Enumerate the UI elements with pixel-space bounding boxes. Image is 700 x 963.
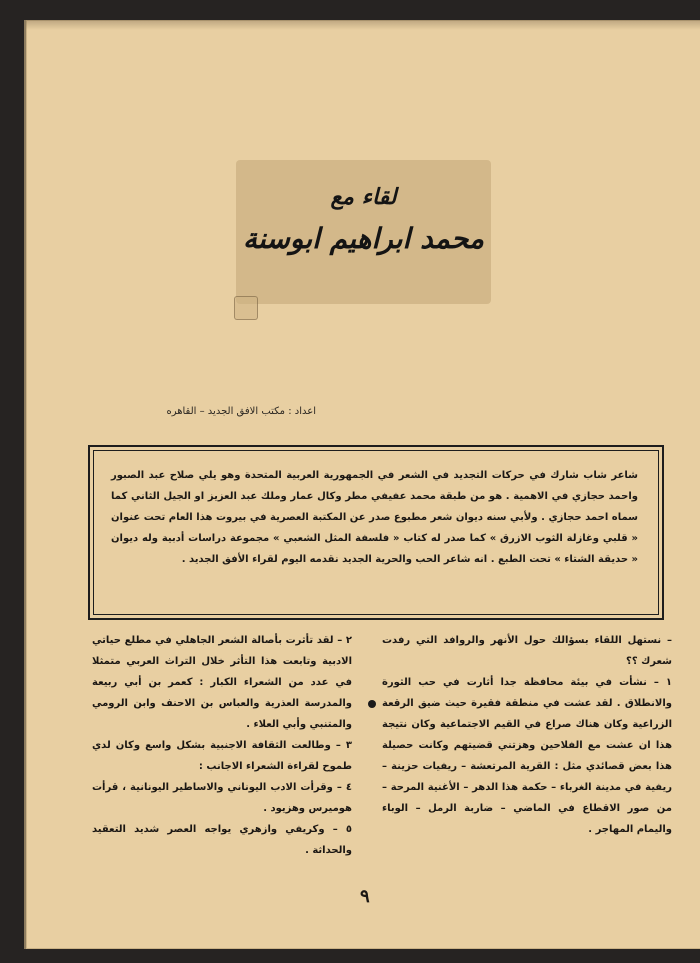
prepared-by-credit: اعداد : مكتب الافق الجديد – القاهره <box>166 406 316 417</box>
intro-box <box>88 445 664 620</box>
intro-text: شاعر شاب شارك في حركات التجديد في الشعر في الجمهورية العربية المتحدة وهو يلي صلاح عبد الصبور واحمد حجازي في الاهمية . هو من طبقة محمد عفيفي مطر وكال عمار وملك عبد العزيز او الجيل الثاني كما سماه احمد حجازي . ولأبي سنه ديوان شعر مطبوع صدر عن المكتبة العصرية في بيروت هذا العام تحت عنوان « قلبي وغازلة الثوب الازرق » كما صدر له كتاب « فلسفة المثل الشعبي » مجموعة دراسات أدبية وله ديوان « حديقة الشتاء » تحت الطبع . انه شاعر الحب والحرية الجديد نقدمه اليوم لقراء الأفق الجديد . <box>111 470 638 565</box>
magazine-page <box>24 20 700 949</box>
bullet-dot <box>368 700 376 708</box>
answer-paragraph-4: ٤ – وقرأت الادب اليوناني والاساطير اليونانية ، قرأت هوميرس وهزيود . <box>92 782 352 814</box>
right-column <box>382 630 672 840</box>
answer-paragraph-3: ٣ – وطالعت الثقافة الاجنبية بشكل واسع وكان لدي طموح لقراءة الشعراء الاجانب : <box>92 740 352 772</box>
page-top-shadow <box>26 20 700 30</box>
answer-paragraph-1: ١ – نشأت في بيئة محافظة جدا أثارت في حب الثورة والانطلاق . لقد عشت في منطقة فقيرة حيث ضيق الرقعة الزراعية وكان هناك صراع في القيم الاجتماعية وكان نتيجة هذا ان عشت مع الفلاحين وهزتني قضيتهم وكانت حصيلة هذا بعض قصائدي مثل : القرية المرتعشة – ريفيات حزينة – ريفية في مدينة الغرباء – حكمة هذا الدهر – الأغنية المرحة – من صور الاقطاع في الماضي – ضاربة الرمل – الوباء واليمام المهاجر . <box>382 677 672 835</box>
title-line-1: لقاء مع <box>330 184 397 210</box>
answer-paragraph-5: ٥ – وكريفي وازهري يواجه العصر شديد التعقيد والحداثة . <box>92 824 352 856</box>
interview-question: – نستهل اللقاء بسؤالك حول الأنهر والروافد التي رفدت شعرك ؟؟ <box>382 635 672 667</box>
left-column <box>92 630 352 861</box>
page-number: ٩ <box>360 886 370 907</box>
page-smudge <box>234 296 258 320</box>
title-line-2: محمد ابراهيم ابوسنة <box>242 222 485 255</box>
answer-paragraph-2: ٢ – لقد تأثرت بأصالة الشعر الجاهلي في مطلع حياتي الادبية وتابعت هذا التأثر خلال التراث العربي متمثلا في عدد من الشعراء الكبار : كعمر بن أبي ربيعة والمدرسة العذرية والعباس بن الاحنف وابن الرومي والمتنبي وأبي العلاء . <box>92 635 352 730</box>
article-title-block <box>236 160 491 304</box>
